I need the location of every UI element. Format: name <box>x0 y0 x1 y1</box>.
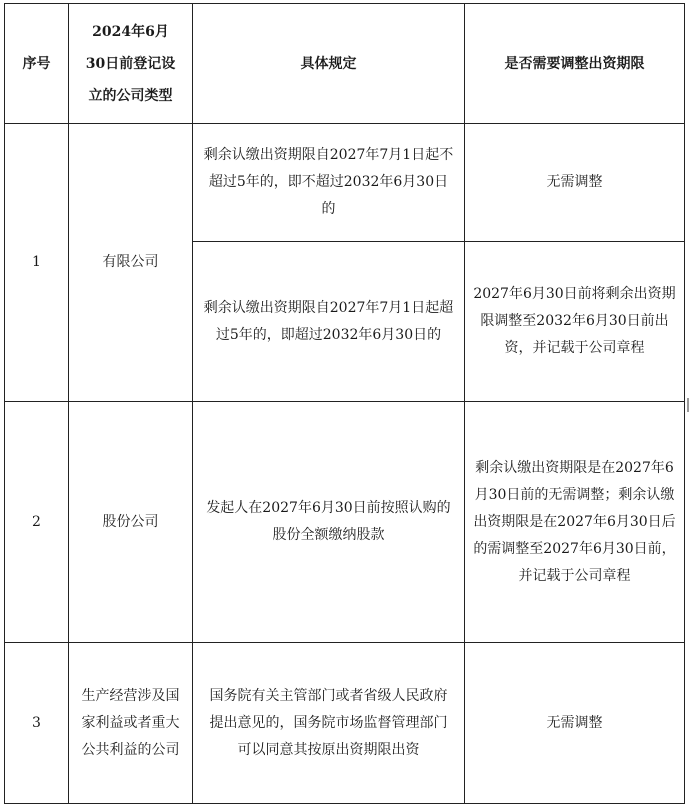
row2-rule: 发起人在2027年6月30日前按照认购的股份全额缴纳股款 <box>193 402 465 643</box>
header-index: 序号 <box>5 4 69 124</box>
row3-index: 3 <box>5 643 69 804</box>
header-rule: 具体规定 <box>193 4 465 124</box>
header-company-type: 2024年6月30日前登记设立的公司类型 <box>69 4 193 124</box>
row1-index: 1 <box>5 124 69 402</box>
row3-company-type: 生产经营涉及国家利益或者重大公共利益的公司 <box>69 643 193 804</box>
row1-company-type: 有限公司 <box>69 124 193 402</box>
row1b-adjust: 2027年6月30日前将剩余出资期限调整至2032年6月30日前出资，并记载于公司章程 <box>465 242 685 402</box>
row1a-adjust: 无需调整 <box>465 124 685 242</box>
capital-contribution-table <box>4 3 685 804</box>
row2-company-type: 股份公司 <box>69 402 193 643</box>
table-row <box>5 124 685 242</box>
row3-rule: 国务院有关主管部门或者省级人民政府提出意见的，国务院市场监督管理部门可以同意其按原出资期限出资 <box>193 643 465 804</box>
row2-adjust: 剩余认缴出资期限是在2027年6月30日前的无需调整；剩余认缴出资期限是在2027年6月30日后的需调整至2027年6月30日前，并记载于公司章程 <box>465 402 685 643</box>
row1b-rule: 剩余认缴出资期限自2027年7月1日起超过5年的，即超过2032年6月30日的 <box>193 242 465 402</box>
table-header-row <box>5 4 685 124</box>
table-row <box>5 643 685 804</box>
row2-index: 2 <box>5 402 69 643</box>
row3-adjust: 无需调整 <box>465 643 685 804</box>
header-adjust: 是否需要调整出资期限 <box>465 4 685 124</box>
row1a-rule: 剩余认缴出资期限自2027年7月1日起不超过5年的，即不超过2032年6月30日的 <box>193 124 465 242</box>
table-row <box>5 402 685 643</box>
